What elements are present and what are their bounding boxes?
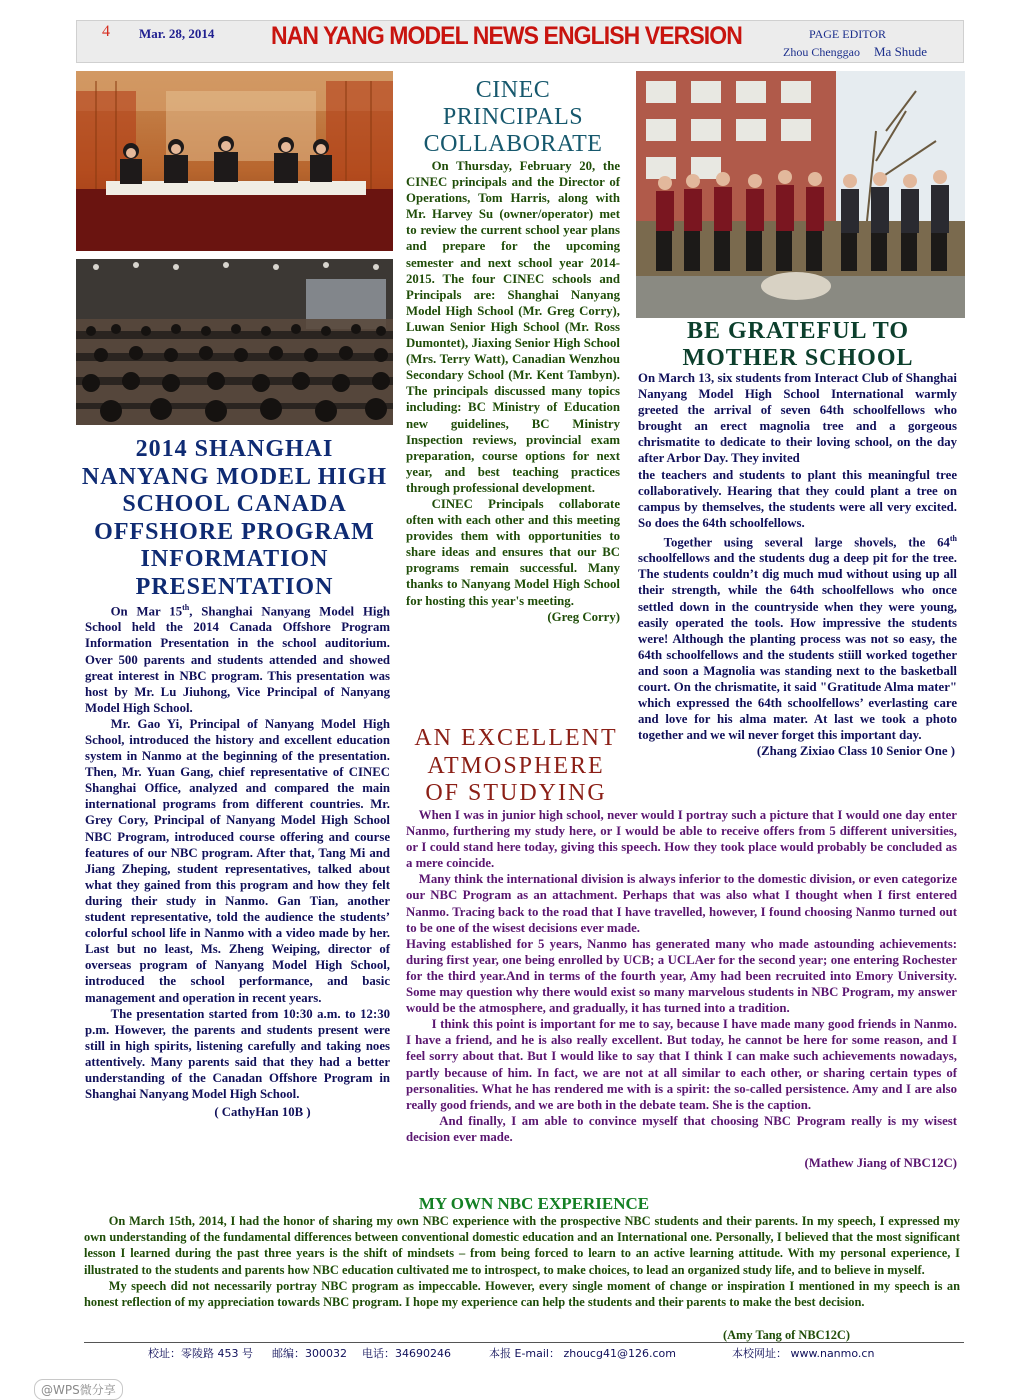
issue-date: Mar. 28, 2014 — [139, 26, 215, 41]
footer-website[interactable]: 本校网址： www.nanmo.cn — [732, 1347, 875, 1360]
auditorium-photo — [76, 259, 393, 425]
page-footer — [84, 1343, 964, 1361]
article-2-paragraph: On Thursday, February 20, the CINEC principals and the Director of Operations, Tom Harris, along with Mr. Harvey Su (owner/operator) met to review the current school year plans and prepare for the upcoming semester and next school year 2014-2015. The four CINEC schools and Principals are: Shanghai Nanyang Model High School (Mr. Greg Corry), Luwan Senior High School (Mr. Ross Dumontet), Jiaxing Senior High School (Mrs. Terry Watt), Canadian Wenzhou Secondary School (Mr. Kent Tambyn). The principals discussed many topics including: BC Ministry of Education new guidelines, BC Ministry Inspection reviews, provincial exam preparation, course options for next year, and best teaching practices through professional development. — [406, 159, 620, 495]
article-5-signature: (Amy Tang of NBC12C) — [722, 1328, 850, 1342]
footer-address: 校址：零陵路 453 号 — [148, 1347, 253, 1360]
page-number: 4 — [102, 23, 110, 40]
footer-phone: 电话：34690246 — [362, 1347, 451, 1360]
article-1-signature: ( CathyHan 10B ) — [214, 1105, 311, 1120]
article-5-body — [84, 1213, 960, 1310]
footer-postcode: 邮编：300032 — [272, 1347, 347, 1360]
article-4-title: AN EXCELLENT ATMOSPHERE OF STUDYING — [414, 725, 618, 806]
article-1-body — [85, 600, 390, 1120]
article-3-title: BE GRATEFUL TO MOTHER SCHOOL — [682, 318, 914, 371]
article-4-paragraph: I think this point is important for me to say, because I have made many good friends in Nanmo. I have a friend, and he is also really excellent. But today, he cannot be here for some reason, and I feel sorry about that. But I would like to say that I think I can make such achievements nowadays, partly because of him. In fact, we are not at all similar to each other, or sharing certain types of personalities. What he has rendered me with is a spirit: the so-called persistence. Amy and I are also really good friends, and we are both in the debate team. She is the caption. — [406, 1017, 957, 1112]
editor-name: Ma Shude — [874, 44, 928, 59]
article-5-title: MY OWN NBC EXPERIENCE — [418, 1194, 650, 1213]
article-4-paragraph: Having established for 5 years, Nanmo has generated many who made astounding achievements: during first year, one being enrolled by UCB; a UCLAer for the second year; one entering Rochester for the third year.And in terms of the fourth year, Amy had been recruited into Emory University. Some may question why there would exist so many marvelous students in NBC Program, my answer would be the atmosphere, and gradually, it has turned into a tradition. — [406, 936, 957, 1016]
editor-name: Zhou Chenggao — [783, 45, 860, 59]
article-1-title: 2014 SHANGHAI NANYANG MODEL HIGH SCHOOL CANADA OFFSHORE PROGRAM INFORMATION PRESENTATION — [81, 436, 388, 600]
article-5-paragraph: My speech did not necessarily portray NBC program as impeccable. However, every single moment of change or inspiration I mentioned in my speech is an honest reflection of my appreciation towards NBC program. I hope my experience can help the students and their parents to make the best decision. — [84, 1278, 960, 1310]
article-4-paragraph: When I was in junior high school, never would I portray such a picture that I would one day enter Nanmo, furthering my study here, or I would be able to receive offers from 5 different universities, or I could stand here today, giving this speech. How they took place would probably be concluded as a mere coincide. — [406, 808, 957, 871]
article-4-paragraph: And finally, I am able to convince myself that choosing NBC Program really is my wisest decision ever made. — [406, 1113, 957, 1144]
article-3-paragraph: Together using several large shovels, the 64th schoolfellows and the students dug a deep pit for the tree. The students couldn’t dig much mud without using up all their strength, while the 64th schoolfellows who once settled down in the countryside when they were young, easily operated the tools. How impressive the students were! Although the planting process was not so easy, the 64th schoolfellows and the students stiill worked together and soon a Magnolia was standing next to the basketball court. On the chrismatite, it said "Gratitude Alma mater" which expressed the 64th schoolfellows’ everlasting care and love for his alma mater. At last we took a photo together and we wil never forget this important day. — [638, 533, 957, 743]
page-editor-label: PAGE EDITOR — [809, 27, 887, 41]
newspaper-title: NAN YANG MODEL NEWS ENGLISH VERSION — [271, 22, 742, 50]
article-2-title: CINEC PRINCIPALS COLLABORATE — [423, 77, 603, 157]
article-3-paragraph: On March 13, six students from Interact Club of Shanghai Nanyang Model High School International warmly greeted the arrival of seven 64th schoolfellows who brought an erect magnolia tree and a gorgeous chrismatite to dedicate to their loving school, on the day after Arbor Day. They invited — [638, 371, 957, 466]
page-header — [76, 20, 964, 63]
article-3-paragraph: the teachers and students to plant this meaningful tree collaboratively. Hearing that they could plant a tree on campus by themselves, the students were all very excited. So does the 64th schoolfellows. — [638, 467, 957, 530]
article-2-paragraph: CINEC Principals collaborate often with each other and this meeting provides them with opportunities to share ideas and ensures that our BC programs remain successful. Many thanks to Nanyang Model High School for hosting this year's meeting. — [406, 496, 620, 608]
article-1-paragraph: On Mar 15th, Shanghai Nanyang Model High School held the 2014 Canada Offshore Program Information Presentation in the school auditorium. Over 500 parents and students attended and showed great interest in NBC program. This presentation was host by Mr. Lu Jiuhong, Vice Principal of Nanyang Model High School. — [85, 603, 390, 715]
page-editor-names — [783, 44, 927, 60]
footer-email[interactable]: 本报 E-mail： zhoucg41@126.com — [489, 1347, 676, 1360]
article-4-body — [406, 807, 957, 1171]
tree-planting-photo — [636, 71, 965, 318]
wps-share-watermark: @WPS微分享 — [34, 1379, 123, 1400]
article-1-paragraph: Mr. Gao Yi, Principal of Nanyang Model High School, introduced the history and excellent education system in Nanmo at the beginning of the presentation. Then, Mr. Yuan Gang, chief representative of CINEC Shanghai Office, analyzed and compared the main international programs from different countries. Mr. Grey Cory, Principal of Nanyang Model High School NBC Program, introduced course offering and course features of our NBC program. After that, Tang Mi and Jiang Zheping, student representatives, talked about what they gained from this program and how they felt during their study in Nanmo. Gan Tian, another student representative, told the audience the students’ colorful school life in Nanmo with a video made by her. Last but no least, Ms. Zheng Weiping, director of overseas program of Nanyang Model High School, introduced the school performance, and basic management and operation in recent years. — [85, 716, 390, 1005]
article-4-paragraph: Many think the international division is always inferior to the domestic division, or even categorize our NBC Program as an attachment. Perhaps that was also what I thought when I first entered Nanmo. Tracing back to the road that I have travelled, however, I found choosing Nanmo turned out to be one of the wisest decisions ever made. — [406, 872, 957, 935]
panel-photo — [76, 71, 393, 251]
article-5-paragraph: On March 15th, 2014, I had the honor of sharing my own NBC experience with the prospective NBC students and their parents. In my speech, I expressed my own understanding of the fundamental differences between conventional domestic education and an International one. Personally, I believed that the most significant lesson I learned during the past three years is the shift of mindsets – from being forced to learn to an active learning attitude. With my personal experience, I illustrated to the students and parents how NBC education cultivated me to introspect, to make choices, to lead an organized study life, and to believe in myself. — [84, 1214, 960, 1277]
article-3-body — [638, 370, 957, 760]
article-1-paragraph: The presentation started from 10:30 a.m. to 12:30 p.m. However, the parents and students present were still in high spirits, listening carefully and taking noes attentively. Many parents said that they had a better understanding of the Canadan Offshore Program in Shanghai Nanyang Model High School. — [85, 1006, 390, 1102]
article-3-signature: (Zhang Zixiao Class 10 Senior One ) — [756, 744, 955, 759]
article-2-signature: (Greg Corry) — [547, 609, 620, 624]
article-2-body — [406, 158, 620, 625]
article-4-signature: (Mathew Jiang of NBC12C) — [804, 1155, 957, 1170]
